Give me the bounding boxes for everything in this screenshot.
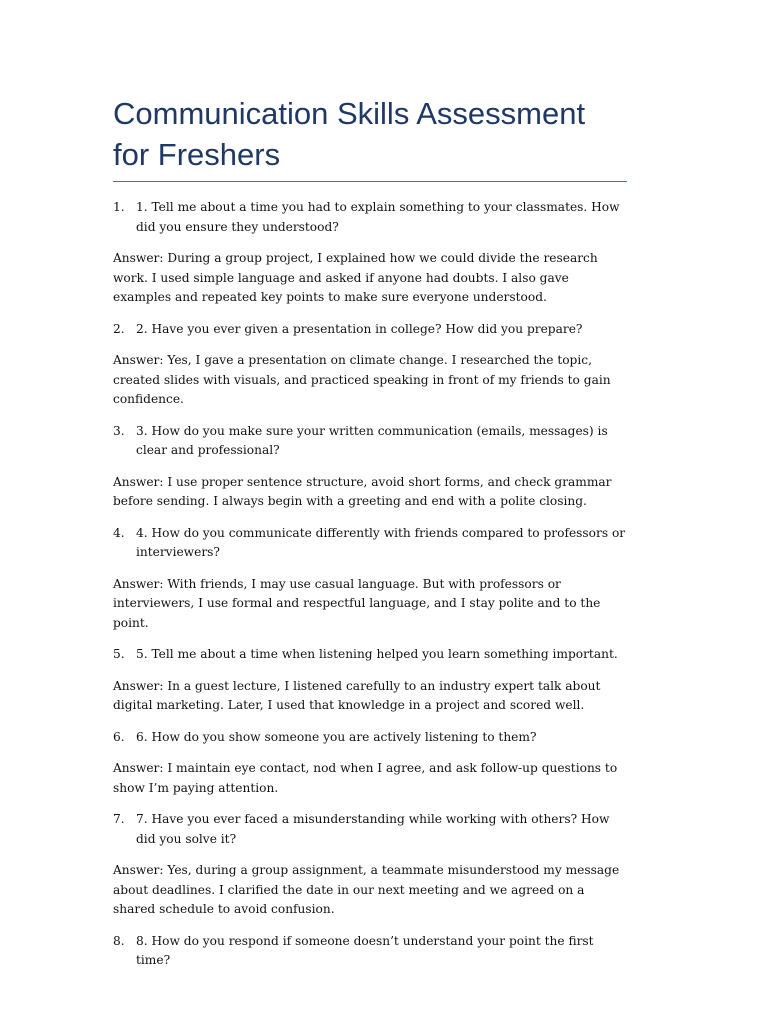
answer-paragraph-1: Answer: During a group project, I explained how we could divide the research work. I used simple language and asked if anyone had doubts. I also gave examples and repeated key points to make sure everyone understood. xyxy=(113,251,598,304)
question-item-2 xyxy=(113,320,627,340)
question-text: 3. How do you make sure your written communication (emails, messages) is clear and professional? xyxy=(136,423,608,457)
question-text: 6. How do you show someone you are actively listening to them? xyxy=(136,729,537,744)
qa-list xyxy=(113,198,627,971)
question-item-3 xyxy=(113,422,627,461)
question-number: 8. xyxy=(113,933,125,948)
question-text: 2. Have you ever given a presentation in college? How did you prepare? xyxy=(136,321,583,336)
answer-paragraph-7: Answer: Yes, during a group assignment, a teammate misunderstood my message about deadlines. I clarified the date in our next meeting and we agreed on a shared schedule to avoid confusion. xyxy=(113,863,620,916)
question-number: 5. xyxy=(113,647,125,661)
document-title: Communication Skills Assessment for Freshers xyxy=(113,96,586,172)
answer-paragraph-3: Answer: I use proper sentence structure, avoid short forms, and check grammar before sending. I always begin with a greeting and end with a polite closing. xyxy=(113,474,612,508)
answer-paragraph-4: Answer: With friends, I may use casual language. But with professors or interviewers, I use formal and respectful language, and I stay polite and to the point. xyxy=(113,576,601,630)
question-item-4 xyxy=(113,524,627,563)
question-text: 7. Have you ever faced a misunderstanding while working with others? How did you solve it? xyxy=(136,812,610,846)
question-number: 1. xyxy=(113,200,125,214)
title-underline-rule xyxy=(113,181,627,182)
question-number: 7. xyxy=(113,812,125,826)
question-text: 8. How do you respond if someone doesn’t understand your point the first time? xyxy=(136,933,594,967)
document-page xyxy=(113,93,627,983)
question-number: 3. xyxy=(113,423,125,438)
answer-paragraph-6: Answer: I maintain eye contact, nod when I agree, and ask follow-up questions to show I’m paying attention. xyxy=(113,761,618,795)
question-item-5 xyxy=(113,645,627,665)
question-item-1 xyxy=(113,198,627,237)
question-number: 4. xyxy=(113,525,125,540)
answer-paragraph-5: Answer: In a guest lecture, I listened carefully to an industry expert talk about digital marketing. Later, I used that knowledge in a project and scored well. xyxy=(113,678,601,712)
question-text: 4. How do you communicate differently with friends compared to professors or interviewers? xyxy=(136,525,626,559)
question-text: 1. Tell me about a time you had to explain something to your classmates. How did you ensure they understood? xyxy=(136,200,620,234)
question-number: 6. xyxy=(113,729,125,744)
question-item-8 xyxy=(113,932,627,971)
question-item-7 xyxy=(113,810,627,849)
question-item-6 xyxy=(113,728,627,748)
answer-paragraph-2: Answer: Yes, I gave a presentation on climate change. I researched the topic, created slides with visuals, and practiced speaking in front of my friends to gain confidence. xyxy=(113,353,611,406)
question-number: 2. xyxy=(113,321,125,336)
question-text: 5. Tell me about a time when listening helped you learn something important. xyxy=(136,647,618,661)
